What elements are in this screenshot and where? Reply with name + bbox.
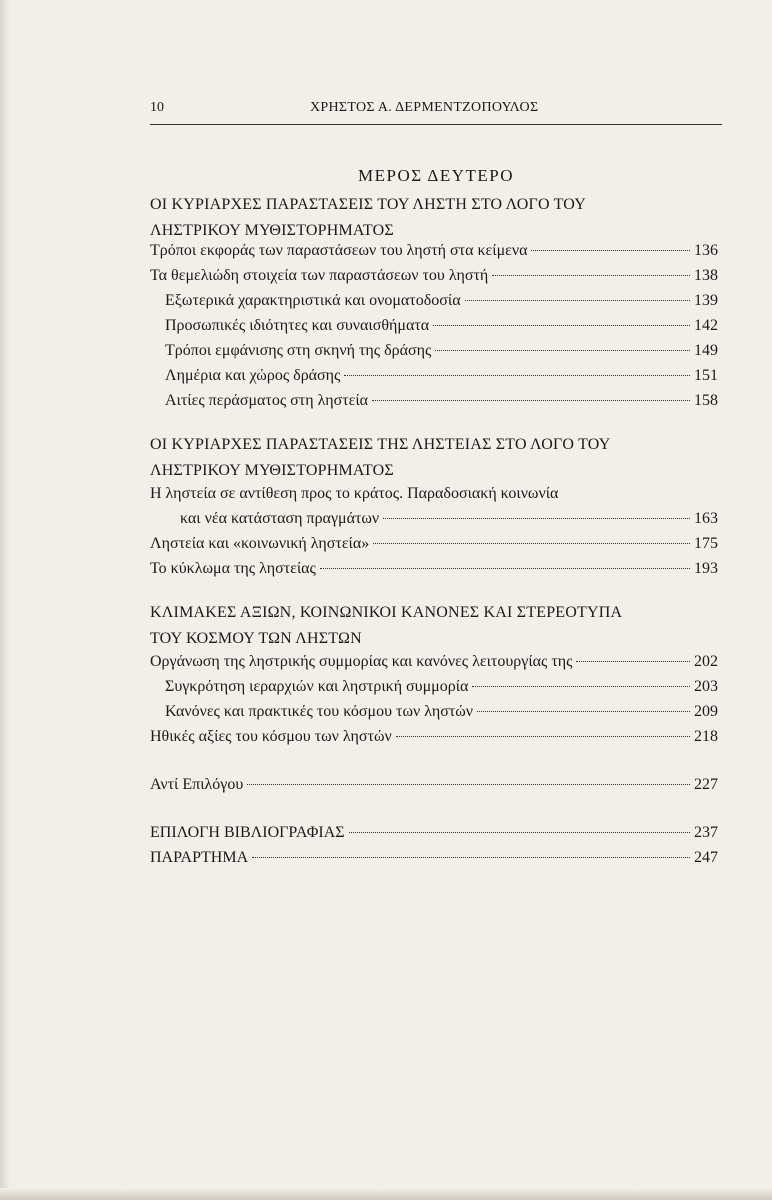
toc-entry-label: Εξωτερικά χαρακτηριστικά και ονοματοδοσία <box>165 292 461 309</box>
dot-leader <box>247 784 690 785</box>
section-title-3 <box>150 600 622 652</box>
toc-entry-page: 202 <box>694 653 718 670</box>
running-head: ΧΡΗΣΤΟΣ Α. ΔΕΡΜΕΝΤΖΟΠΟΥΛΟΣ <box>310 100 539 115</box>
dot-leader <box>531 250 690 251</box>
toc-entry-bibliography[interactable] <box>150 824 718 848</box>
toc-entry-page: 247 <box>694 849 718 866</box>
toc-entry-label: Το κύκλωμα της ληστείας <box>150 560 316 577</box>
toc-entry-page: 151 <box>694 367 718 384</box>
toc-entry-label: Συγκρότηση ιεραρχιών και ληστρική συμμορία <box>165 678 469 695</box>
toc-subentry[interactable] <box>165 703 718 727</box>
section-title-line: ΤΟΥ ΚΟΣΜΟΥ ΤΩΝ ΛΗΣΤΩΝ <box>150 630 362 647</box>
section-title-1 <box>150 192 586 244</box>
toc-entry[interactable] <box>150 653 718 677</box>
page-header <box>150 96 722 125</box>
toc-entry-label: Αντί Επιλόγου <box>150 776 244 793</box>
section-title-line: ΚΛΙΜΑΚΕΣ ΑΞΙΩΝ, ΚΟΙΝΩΝΙΚΟΙ ΚΑΝΟΝΕΣ ΚΑΙ ΣΤΕΡΕΟΤΥΠΑ <box>150 604 623 621</box>
dot-leader <box>396 736 690 737</box>
toc-entry-continuation[interactable] <box>180 510 718 534</box>
dot-leader <box>344 375 690 376</box>
toc-entry-page: 138 <box>694 267 718 284</box>
toc-entry-label: ΠΑΡΑΡΤΗΜΑ <box>150 849 249 866</box>
toc-entry-page: 139 <box>694 292 718 309</box>
toc-entry-page: 227 <box>694 776 718 793</box>
dot-leader <box>373 543 690 544</box>
toc-entry-label: Ληστεία και «κοινωνική ληστεία» <box>150 535 370 552</box>
part-title: ΜΕΡΟΣ ΔΕΥΤΕΡΟ <box>357 166 515 185</box>
dot-leader <box>472 686 690 687</box>
toc-entry-label: Οργάνωση της ληστρικής συμμορίας και κανόνες λειτουργίας της <box>150 653 573 670</box>
toc-entry[interactable] <box>150 535 718 559</box>
toc-subentry[interactable] <box>165 317 718 341</box>
dot-leader <box>435 350 690 351</box>
toc-entry-page: 136 <box>694 242 718 259</box>
dot-leader <box>477 711 690 712</box>
dot-leader <box>492 275 690 276</box>
toc-entry[interactable] <box>150 728 718 752</box>
toc-entry-label: Τρόποι εκφοράς των παραστάσεων του ληστή στα κείμενα <box>150 242 528 259</box>
toc-entry-label: Κανόνες και πρακτικές του κόσμου των ληστών <box>165 703 474 720</box>
section-title-line: ΟΙ ΚΥΡΙΑΡΧΕΣ ΠΑΡΑΣΤΑΣΕΙΣ ΤΗΣ ΛΗΣΤΕΙΑΣ ΣΤΟ ΛΟΓΟ ΤΟΥ <box>150 436 611 453</box>
toc-entry-label: και νέα κατάσταση πραγμάτων <box>180 510 380 527</box>
toc-entry-epilogue[interactable] <box>150 776 718 800</box>
section-title-line: ΛΗΣΤΡΙΚΟΥ ΜΥΘΙΣΤΟΡΗΜΑΤΟΣ <box>150 462 394 479</box>
toc-subentry[interactable] <box>165 392 718 416</box>
dot-leader <box>383 518 690 519</box>
toc-entry-label[interactable]: Η ληστεία σε αντίθεση προς το κράτος. Παραδοσιακή κοινωνία <box>150 485 559 502</box>
toc-subentry[interactable] <box>165 678 718 702</box>
toc-entry-page: 163 <box>694 510 718 527</box>
toc-entry-page: 209 <box>694 703 718 720</box>
dot-leader <box>465 300 690 301</box>
toc-entry-page: 175 <box>694 535 718 552</box>
toc-subentry[interactable] <box>165 367 718 391</box>
toc-entry-label: Ηθικές αξίες του κόσμου των ληστών <box>150 728 392 745</box>
dot-leader <box>252 857 690 858</box>
toc-entry[interactable] <box>150 242 718 266</box>
toc-entry-page: 237 <box>694 824 718 841</box>
toc-entry-label: Τα θεμελιώδη στοιχεία των παραστάσεων του ληστή <box>150 267 489 284</box>
toc-entry-label: Τρόποι εμφάνισης στη σκηνή της δράσης <box>165 342 432 359</box>
dot-leader <box>433 325 690 326</box>
dot-leader <box>372 400 690 401</box>
dot-leader <box>349 832 690 833</box>
toc-entry-page: 158 <box>694 392 718 409</box>
toc-subentry[interactable] <box>165 342 718 366</box>
section-title-2 <box>150 432 610 484</box>
dot-leader <box>320 568 690 569</box>
toc-subentry[interactable] <box>165 292 718 316</box>
page-number: 10 <box>150 100 164 115</box>
toc-entry[interactable] <box>150 267 718 291</box>
toc-entry-page: 203 <box>694 678 718 695</box>
toc-entry-label: Αιτίες περάσματος στη ληστεία <box>165 392 369 409</box>
section-title-line: ΟΙ ΚΥΡΙΑΡΧΕΣ ΠΑΡΑΣΤΑΣΕΙΣ ΤΟΥ ΛΗΣΤΗ ΣΤΟ ΛΟΓΟ ΤΟΥ <box>150 196 587 213</box>
dot-leader <box>576 661 690 662</box>
toc-entry-label: Λημέρια και χώρος δράσης <box>165 367 341 384</box>
toc-entry-page: 142 <box>694 317 718 334</box>
toc-entry-page: 218 <box>694 728 718 745</box>
toc-entry-label: ΕΠΙΛΟΓΗ ΒΙΒΛΙΟΓΡΑΦΙΑΣ <box>150 824 345 841</box>
toc-entry[interactable] <box>150 560 718 584</box>
page-bottom-edge <box>0 1188 772 1200</box>
section-title-line: ΛΗΣΤΡΙΚΟΥ ΜΥΘΙΣΤΟΡΗΜΑΤΟΣ <box>150 222 394 239</box>
toc-entry-appendix[interactable] <box>150 849 718 873</box>
toc-entry-page: 193 <box>694 560 718 577</box>
page-binding-edge <box>0 0 10 1200</box>
toc-entry-page: 149 <box>694 342 718 359</box>
toc-entry-label: Προσωπικές ιδιότητες και συναισθήματα <box>165 317 430 334</box>
